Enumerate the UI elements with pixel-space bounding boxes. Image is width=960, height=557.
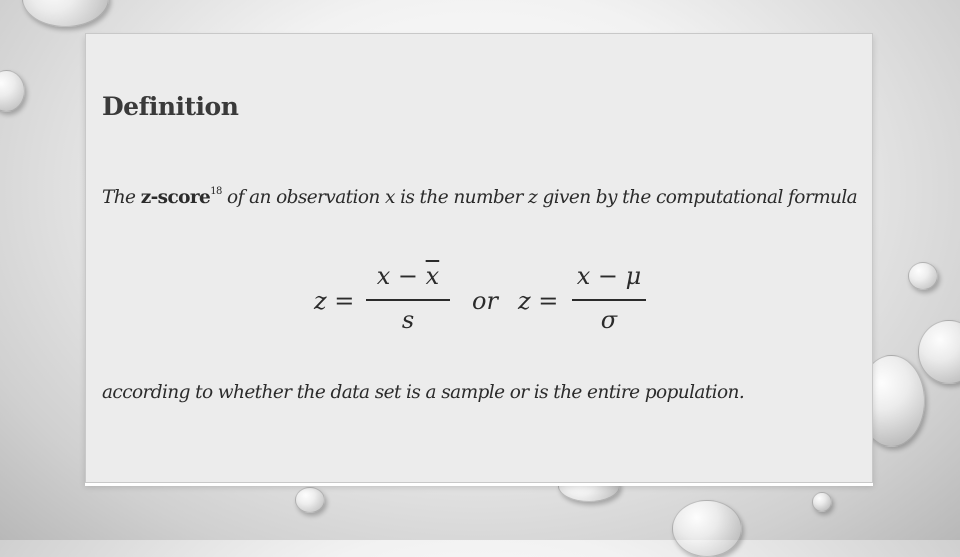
sample-formula: [314, 262, 454, 342]
z-score-term: z-score: [140, 187, 211, 208]
sample-numerator: $x - \overline{x}$: [376, 262, 440, 290]
fraction-bar: [366, 299, 450, 301]
water-droplet: [918, 320, 960, 384]
water-droplet: [908, 262, 938, 290]
footnote-marker: 18: [210, 186, 222, 197]
closing-sentence: according to whether the data set is a sample or is the entire population.: [102, 382, 745, 403]
population-numerator: x − μ: [576, 262, 642, 290]
population-denominator: σ: [600, 306, 618, 334]
definition-suffix: of an observation x is the number z given by the computational formula: [221, 187, 858, 208]
formula-lhs: z =: [314, 287, 355, 315]
water-droplet: [672, 500, 742, 557]
sample-denominator: s: [401, 306, 415, 334]
formula-lhs: z =: [518, 287, 559, 315]
definition-card: [85, 33, 873, 483]
water-droplet: [295, 487, 325, 513]
water-droplet: [812, 492, 832, 512]
formula-connector: or: [472, 287, 498, 315]
water-droplet: [22, 0, 109, 27]
definition-heading: Definition: [102, 92, 239, 121]
definition-sentence: [102, 186, 857, 208]
fraction-bar: [572, 299, 646, 301]
water-droplet: [0, 70, 25, 112]
x-bar-symbol: $\overline{x}$: [425, 262, 440, 290]
definition-prefix: The: [102, 187, 141, 208]
population-formula: [518, 262, 658, 342]
